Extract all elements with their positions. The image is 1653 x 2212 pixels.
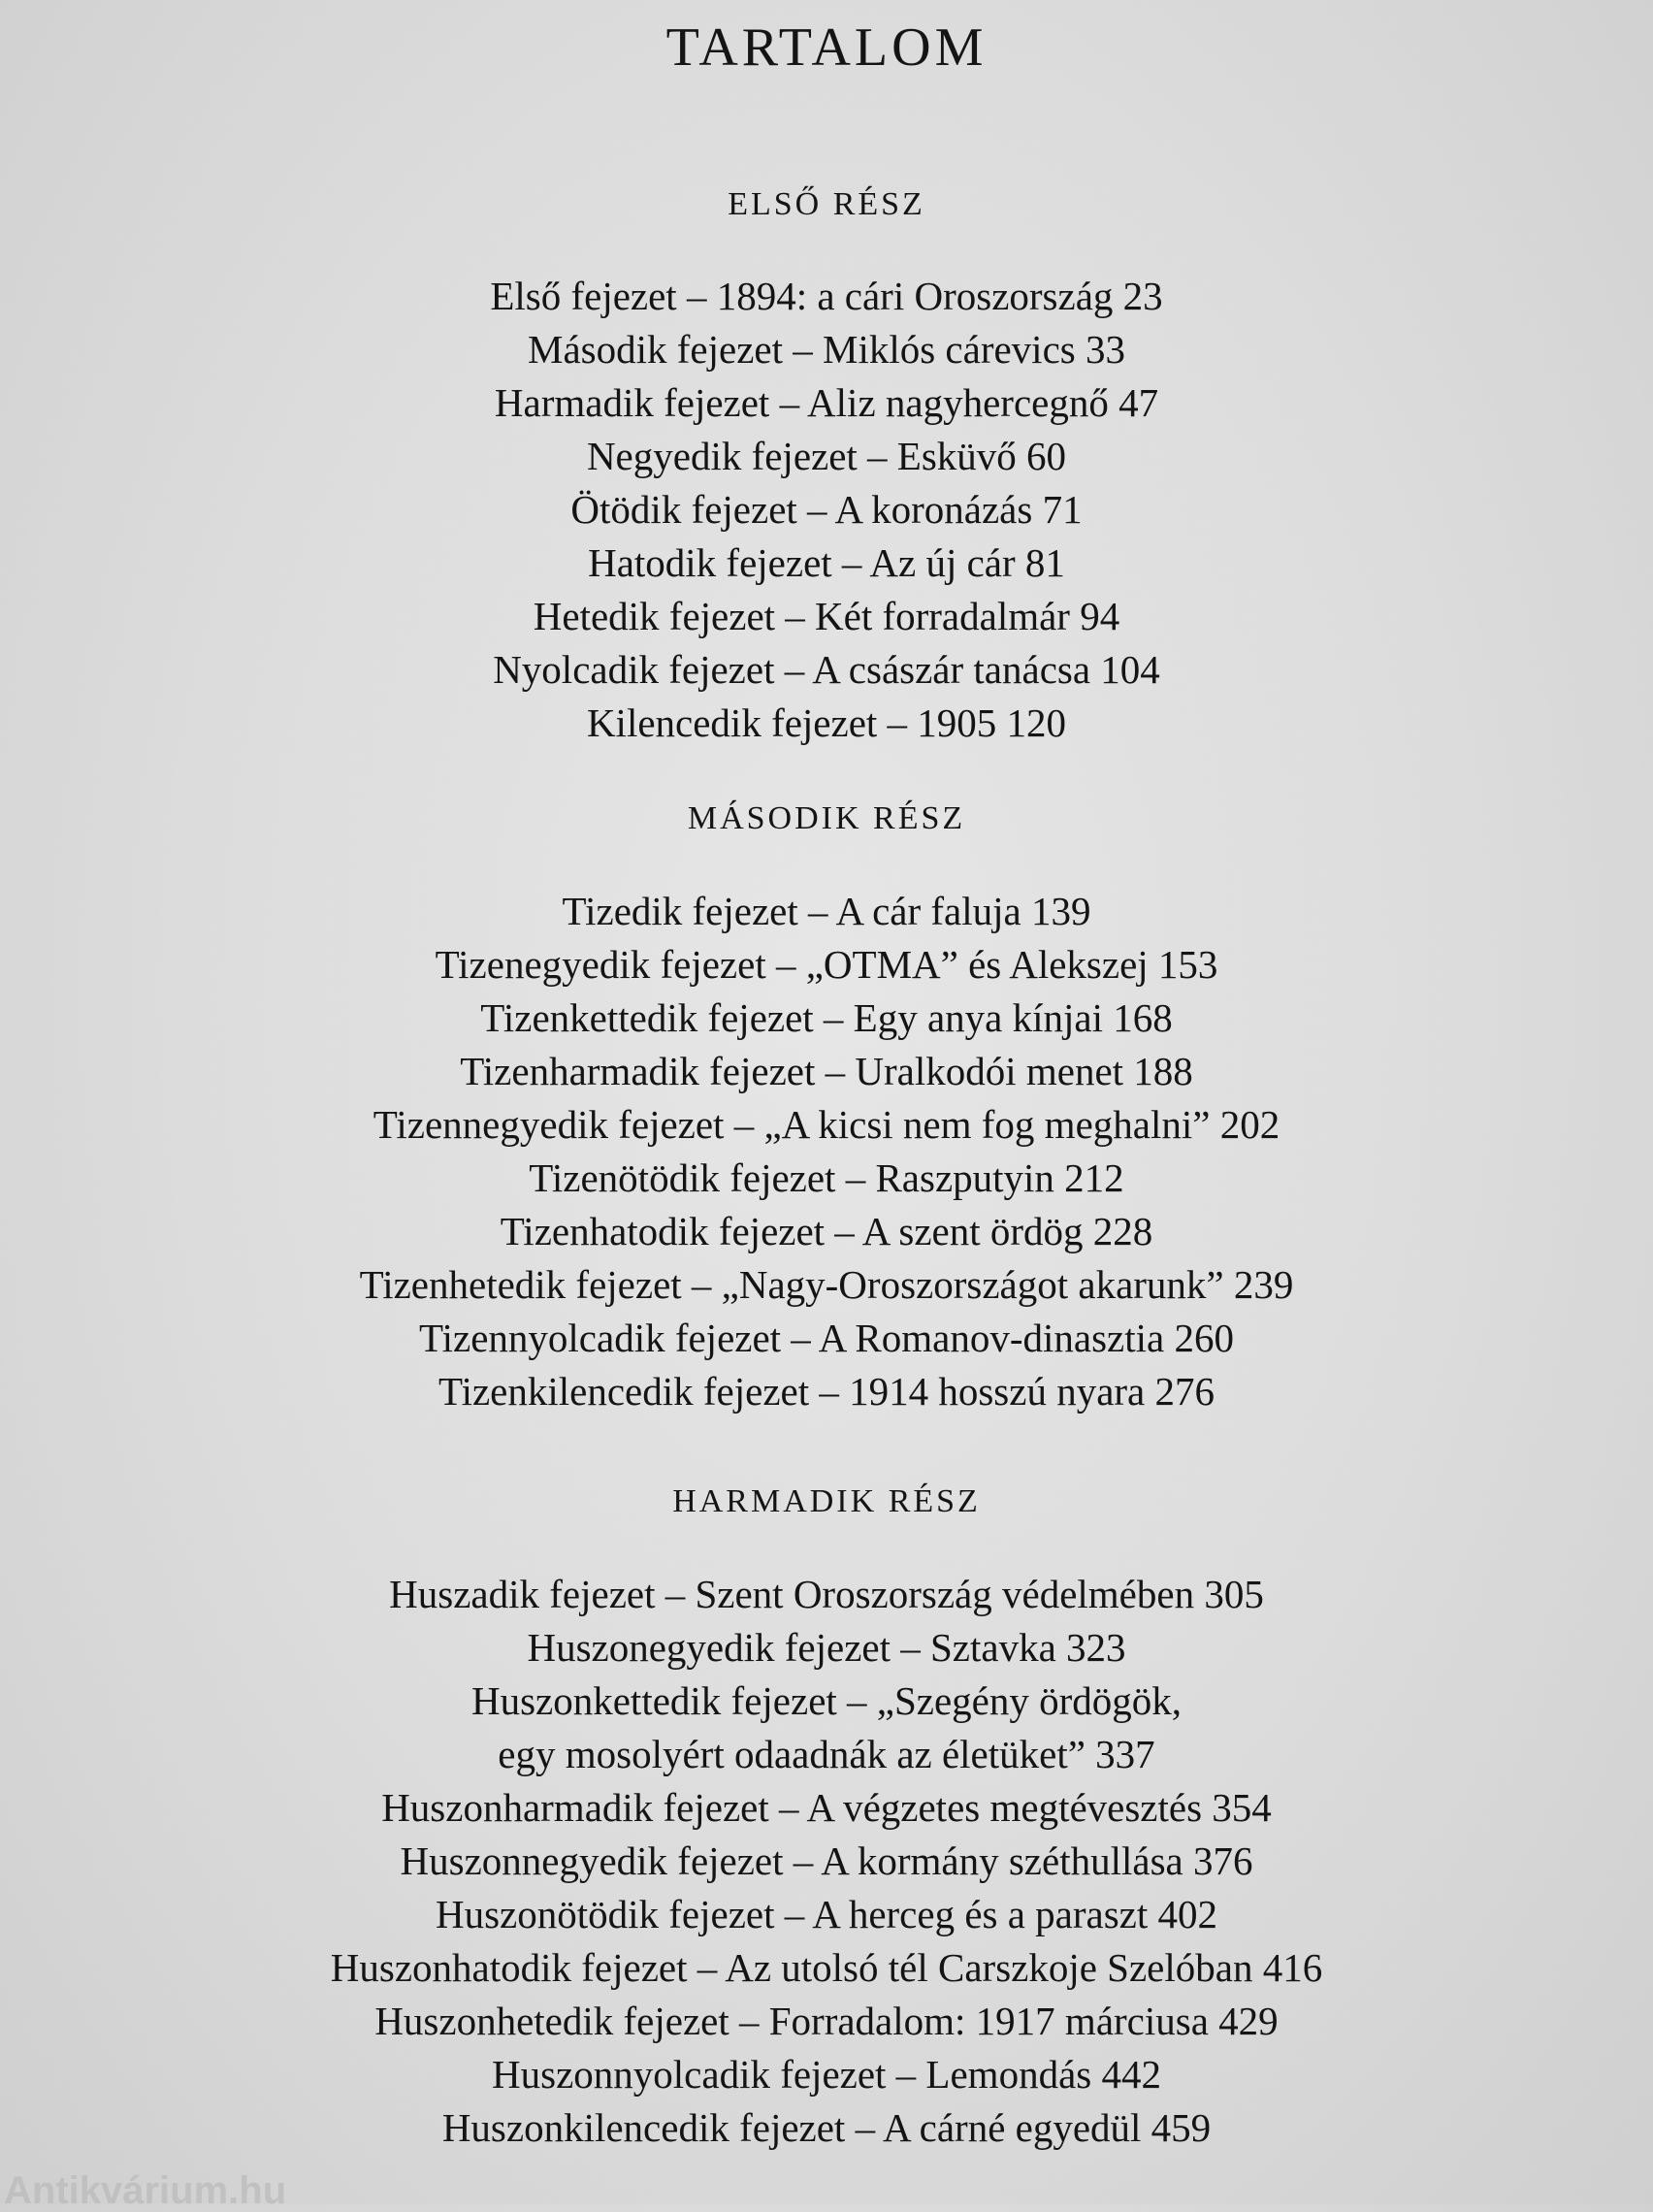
toc-entry: Huszonkilencedik fejezet – A cárné egyedül 459 bbox=[441, 2105, 1212, 2150]
toc-entry: Huszonhetedik fejezet – Forradalom: 1917 márciusa 429 bbox=[374, 1999, 1279, 2043]
toc-entry: Tizenharmadik fejezet – Uralkodói menet 188 bbox=[460, 1049, 1193, 1093]
toc-entry: Tizennyolcadik fejezet – A Romanov-dinasztia 260 bbox=[419, 1316, 1234, 1360]
toc-entry: Huszadik fejezet – Szent Oroszország védelmében 305 bbox=[389, 1572, 1264, 1616]
toc-entry: Kilencedik fejezet – 1905 120 bbox=[586, 700, 1067, 745]
toc-entry: Harmadik fejezet – Aliz nagyhercegnő 47 bbox=[494, 380, 1159, 425]
toc-list bbox=[0, 1568, 1653, 2155]
toc-entry: Első fejezet – 1894: a cári Oroszország 23 bbox=[490, 274, 1163, 318]
toc-entry: Tizenhatodik fejezet – A szent ördög 228 bbox=[500, 1209, 1153, 1253]
toc-entry: Huszonkettedik fejezet – „Szegény ördögök, bbox=[470, 1678, 1183, 1723]
toc-entry: Huszonegyedik fejezet – Sztavka 323 bbox=[527, 1625, 1126, 1670]
toc-entry-continuation: egy mosolyért odaadnák az életüket” 337 bbox=[498, 1732, 1155, 1776]
toc-entry: Tizenegyedik fejezet – „OTMA” és Alekszej 153 bbox=[435, 942, 1218, 987]
toc-entry: Huszonhatodik fejezet – Az utolsó tél Carszkoje Szelóban 416 bbox=[330, 1945, 1323, 1990]
toc-entry: Huszonötödik fejezet – A herceg és a paraszt 402 bbox=[435, 1892, 1218, 1936]
toc-entry: Második fejezet – Miklós cárevics 33 bbox=[528, 327, 1125, 372]
toc-entry: Tizenötödik fejezet – Raszputyin 212 bbox=[529, 1155, 1124, 1200]
page-title: TARTALOM bbox=[665, 17, 988, 78]
toc-entry: Tizenhetedik fejezet – „Nagy-Oroszországot akarunk” 239 bbox=[359, 1262, 1294, 1307]
toc-entry: Tizedik fejezet – A cár faluja 139 bbox=[562, 889, 1091, 933]
toc-entry: Huszonnyolcadik fejezet – Lemondás 442 bbox=[492, 2052, 1161, 2097]
toc-entry: Hetedik fejezet – Két forradalmár 94 bbox=[533, 594, 1120, 638]
toc-entry: Huszonnegyedik fejezet – A kormány széthullása 376 bbox=[400, 1838, 1253, 1883]
section-heading: ELSŐ RÉSZ bbox=[728, 186, 925, 222]
toc-entry: Huszonharmadik fejezet – A végzetes megtévesztés 354 bbox=[381, 1785, 1272, 1830]
toc-list bbox=[0, 270, 1653, 750]
toc-list bbox=[0, 885, 1653, 1418]
toc-entry: Ötödik fejezet – A koronázás 71 bbox=[570, 487, 1083, 532]
section-heading: HARMADIK RÉSZ bbox=[672, 1483, 981, 1519]
toc-entry: Nyolcadik fejezet – A császár tanácsa 104 bbox=[493, 647, 1160, 692]
toc-entry: Tizenkilencedik fejezet – 1914 hosszú nyara 276 bbox=[438, 1369, 1215, 1414]
section-heading: MÁSODIK RÉSZ bbox=[687, 800, 966, 836]
toc-entry: Hatodik fejezet – Az új cár 81 bbox=[588, 540, 1065, 585]
toc-entry: Tizenkettedik fejezet – Egy anya kínjai 168 bbox=[480, 995, 1173, 1040]
toc-entry: Tizennegyedik fejezet – „A kicsi nem fog meghalni” 202 bbox=[373, 1102, 1280, 1147]
toc-entry: Negyedik fejezet – Esküvő 60 bbox=[586, 434, 1067, 478]
watermark-text: Antikvárium.hu bbox=[4, 2169, 287, 2212]
